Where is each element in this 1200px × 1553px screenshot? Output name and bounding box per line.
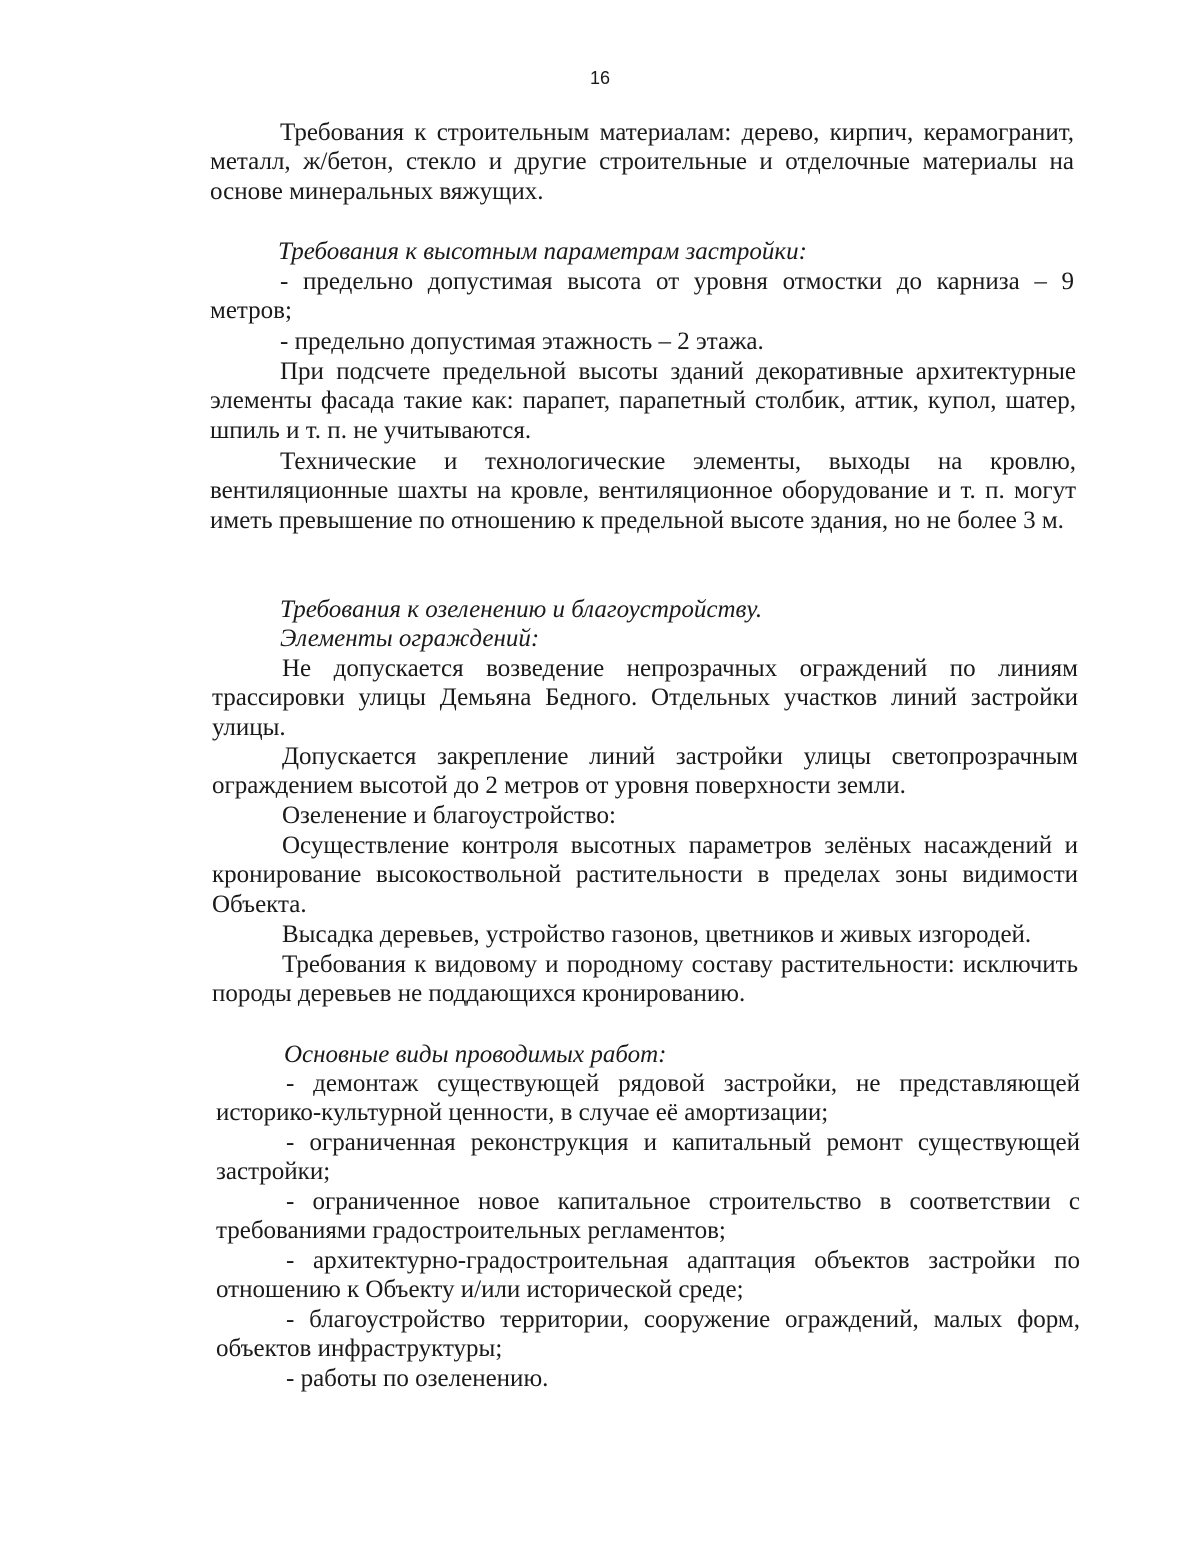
paragraph-planting: Высадка деревьев, устройство газонов, цветников и живых изгородей.: [282, 921, 1032, 948]
heading-main-works: Основные виды проводимых работ:: [284, 1041, 667, 1068]
list-item-max-height: - предельно допустимая высота от уровня отмостки до карниза – 9 метров;: [210, 268, 1074, 325]
paragraph-building-materials: Требования к строительным материалам: дерево, кирпич, керамогранит, металл, ж/бетон, стекло и другие строительные и отделочные материалы на основе минеральных вяжущих.: [210, 119, 1074, 205]
list-item-new-construction: - ограниченное новое капитальное строительство в соответствии с требованиями градостроительных регламентов;: [216, 1188, 1080, 1245]
list-item-reconstruction: - ограниченная реконструкция и капитальный ремонт существующей застройки;: [216, 1129, 1080, 1186]
paragraph-decorative-elements: При подсчете предельной высоты зданий декоративные архитектурные элементы фасада такие как: парапет, парапетный столбик, аттик, купол, шатер, шпиль и т. п. не учитываются.: [210, 358, 1076, 444]
heading-height-parameters: Требования к высотным параметрам застройки:: [278, 238, 807, 265]
paragraph-transparent-fence: Допускается закрепление линий застройки улицы светопрозрачным ограждением высотой до 2 метров от уровня поверхности земли.: [212, 743, 1078, 800]
heading-landscaping: Требования к озеленению и благоустройству.: [280, 596, 763, 623]
paragraph-technical-elements: Технические и технологические элементы, выходы на кровлю, вентиляционные шахты на кровле, вентиляционное оборудование и т. п. могут иметь превышение по отношению к предельной высоте здания, но не более 3 м.: [210, 448, 1076, 534]
list-item-improvement: - благоустройство территории, сооружение ограждений, малых форм, объектов инфраструктуры;: [216, 1306, 1080, 1363]
paragraph-landscaping-label: Озеленение и благоустройство:: [282, 802, 616, 829]
paragraph-vegetation-control: Осуществление контроля высотных параметров зелёных насаждений и кронирование высокоствольной растительности в пределах зоны видимости Объекта.: [212, 832, 1078, 918]
list-item-max-floors: - предельно допустимая этажность – 2 этажа.: [280, 328, 764, 355]
paragraph-opaque-fences: Не допускается возведение непрозрачных ограждений по линиям трассировки улицы Демьяна Бедного. Отдельных участков линий застройки улицы.: [212, 655, 1078, 741]
page-number: 16: [589, 68, 611, 88]
list-item-demolition: - демонтаж существующей рядовой застройки, не представляющей историко-культурной ценности, в случае её амортизации;: [216, 1070, 1080, 1127]
paragraph-vegetation-composition: Требования к видовому и породному составу растительности: исключить породы деревьев не поддающихся кронированию.: [212, 951, 1078, 1008]
list-item-greening: - работы по озеленению.: [286, 1365, 549, 1392]
list-item-adaptation: - архитектурно-градостроительная адаптация объектов застройки по отношению к Объекту и/или исторической среде;: [216, 1247, 1080, 1304]
heading-fence-elements: Элементы ограждений:: [280, 625, 540, 652]
